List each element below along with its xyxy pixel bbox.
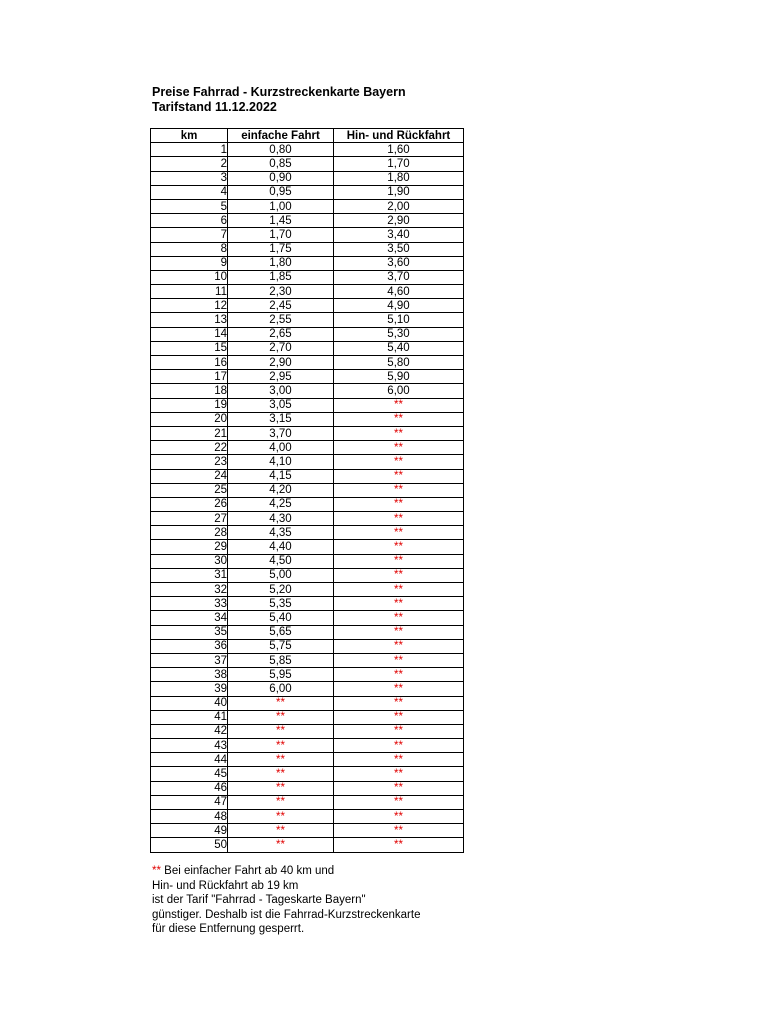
cell-return-price: 1,70 [334, 157, 464, 171]
cell-return-price: ** [334, 512, 464, 526]
cell-single-price: 5,85 [228, 653, 334, 667]
cell-single-price: 2,70 [228, 341, 334, 355]
cell-return-price: 6,00 [334, 384, 464, 398]
table-row [151, 554, 464, 568]
cell-return-price: 5,90 [334, 370, 464, 384]
cell-return-price: 1,80 [334, 171, 464, 185]
cell-km: 1 [151, 143, 228, 157]
cell-single-price: 1,75 [228, 242, 334, 256]
cell-single-price: 1,70 [228, 228, 334, 242]
cell-return-price: ** [334, 724, 464, 738]
table-row [151, 668, 464, 682]
cell-single-price: ** [228, 767, 334, 781]
cell-return-price: ** [334, 753, 464, 767]
cell-km: 30 [151, 554, 228, 568]
cell-km: 36 [151, 639, 228, 653]
table-row [151, 299, 464, 313]
cell-single-price: 5,65 [228, 625, 334, 639]
cell-km: 19 [151, 398, 228, 412]
table-row [151, 370, 464, 384]
cell-km: 4 [151, 185, 228, 199]
table-row [151, 583, 464, 597]
cell-single-price: ** [228, 781, 334, 795]
cell-single-price: ** [228, 753, 334, 767]
table-row [151, 540, 464, 554]
cell-km: 46 [151, 781, 228, 795]
cell-single-price: 0,95 [228, 185, 334, 199]
cell-single-price: 1,45 [228, 214, 334, 228]
price-table-body [151, 143, 464, 852]
table-row [151, 753, 464, 767]
table-row [151, 256, 464, 270]
footnote-line: ist der Tarif "Fahrrad - Tageskarte Bayern" [152, 894, 366, 906]
price-table [150, 128, 464, 853]
cell-return-price: 3,50 [334, 242, 464, 256]
table-row [151, 455, 464, 469]
cell-return-price: ** [334, 469, 464, 483]
cell-km: 13 [151, 313, 228, 327]
cell-single-price: 6,00 [228, 682, 334, 696]
cell-single-price: 1,85 [228, 270, 334, 284]
cell-km: 5 [151, 199, 228, 213]
cell-km: 26 [151, 497, 228, 511]
footnote-line [152, 864, 420, 879]
table-row [151, 313, 464, 327]
cell-single-price: 3,00 [228, 384, 334, 398]
cell-km: 42 [151, 724, 228, 738]
cell-return-price: ** [334, 568, 464, 582]
table-row [151, 810, 464, 824]
cell-return-price: ** [334, 611, 464, 625]
table-row [151, 270, 464, 284]
cell-return-price: ** [334, 426, 464, 440]
table-row [151, 653, 464, 667]
header-km: km [151, 129, 228, 143]
table-row [151, 356, 464, 370]
table-row [151, 199, 464, 213]
cell-km: 24 [151, 469, 228, 483]
cell-single-price: 4,20 [228, 483, 334, 497]
cell-return-price: ** [334, 668, 464, 682]
cell-km: 23 [151, 455, 228, 469]
cell-single-price: ** [228, 838, 334, 852]
cell-km: 47 [151, 795, 228, 809]
cell-km: 32 [151, 583, 228, 597]
table-row [151, 781, 464, 795]
cell-single-price: 2,65 [228, 327, 334, 341]
table-row [151, 185, 464, 199]
table-row [151, 341, 464, 355]
cell-km: 28 [151, 526, 228, 540]
table-row [151, 696, 464, 710]
cell-return-price: ** [334, 497, 464, 511]
cell-km: 11 [151, 285, 228, 299]
table-row [151, 597, 464, 611]
header-return-trip: Hin- und Rückfahrt [334, 129, 464, 143]
cell-single-price: ** [228, 795, 334, 809]
cell-km: 49 [151, 824, 228, 838]
cell-km: 44 [151, 753, 228, 767]
cell-return-price: 5,10 [334, 313, 464, 327]
cell-single-price: ** [228, 824, 334, 838]
cell-single-price: 4,50 [228, 554, 334, 568]
cell-return-price: 2,00 [334, 199, 464, 213]
cell-single-price: 4,35 [228, 526, 334, 540]
cell-km: 43 [151, 739, 228, 753]
cell-return-price: 4,60 [334, 285, 464, 299]
cell-km: 9 [151, 256, 228, 270]
cell-km: 27 [151, 512, 228, 526]
table-row [151, 426, 464, 440]
table-row [151, 824, 464, 838]
footnote-line: für diese Entfernung gesperrt. [152, 923, 305, 935]
table-row [151, 469, 464, 483]
cell-return-price: ** [334, 583, 464, 597]
cell-km: 41 [151, 710, 228, 724]
cell-return-price: ** [334, 625, 464, 639]
cell-single-price: 0,90 [228, 171, 334, 185]
title-line: Preise Fahrrad - Kurzstreckenkarte Bayern [152, 85, 406, 99]
cell-return-price: 1,60 [334, 143, 464, 157]
cell-km: 22 [151, 441, 228, 455]
footnote-line: Hin- und Rückfahrt ab 19 km [152, 879, 299, 892]
cell-single-price: 3,05 [228, 398, 334, 412]
cell-return-price: 2,90 [334, 214, 464, 228]
cell-km: 35 [151, 625, 228, 639]
cell-return-price: ** [334, 781, 464, 795]
cell-return-price: ** [334, 597, 464, 611]
cell-return-price: ** [334, 639, 464, 653]
cell-return-price: ** [334, 739, 464, 753]
table-row [151, 710, 464, 724]
table-row [151, 639, 464, 653]
cell-single-price: 5,75 [228, 639, 334, 653]
cell-return-price: ** [334, 526, 464, 540]
table-row [151, 398, 464, 412]
cell-single-price: 5,35 [228, 597, 334, 611]
cell-single-price: 1,00 [228, 199, 334, 213]
table-row [151, 327, 464, 341]
cell-km: 12 [151, 299, 228, 313]
cell-single-price: 2,90 [228, 356, 334, 370]
table-row [151, 412, 464, 426]
cell-single-price: ** [228, 739, 334, 753]
cell-single-price: ** [228, 710, 334, 724]
cell-single-price: 3,70 [228, 426, 334, 440]
cell-return-price: ** [334, 767, 464, 781]
cell-return-price: ** [334, 455, 464, 469]
table-row [151, 724, 464, 738]
cell-return-price: 5,40 [334, 341, 464, 355]
cell-return-price: 5,80 [334, 356, 464, 370]
cell-return-price: ** [334, 710, 464, 724]
cell-km: 50 [151, 838, 228, 852]
table-row [151, 682, 464, 696]
cell-km: 16 [151, 356, 228, 370]
table-row [151, 568, 464, 582]
cell-km: 6 [151, 214, 228, 228]
cell-single-price: 2,95 [228, 370, 334, 384]
cell-km: 25 [151, 483, 228, 497]
cell-km: 45 [151, 767, 228, 781]
header-single-trip: einfache Fahrt [228, 129, 334, 143]
cell-single-price: ** [228, 696, 334, 710]
table-row [151, 157, 464, 171]
table-row [151, 483, 464, 497]
table-row [151, 441, 464, 455]
cell-return-price: ** [334, 682, 464, 696]
cell-return-price: 4,90 [334, 299, 464, 313]
cell-km: 20 [151, 412, 228, 426]
cell-single-price: 4,30 [228, 512, 334, 526]
table-row [151, 143, 464, 157]
table-row [151, 512, 464, 526]
table-row [151, 285, 464, 299]
table-row [151, 497, 464, 511]
table-row [151, 526, 464, 540]
cell-single-price: 4,25 [228, 497, 334, 511]
cell-single-price: 4,15 [228, 469, 334, 483]
cell-return-price: ** [334, 412, 464, 426]
cell-km: 31 [151, 568, 228, 582]
cell-single-price: 2,55 [228, 313, 334, 327]
cell-single-price: 4,40 [228, 540, 334, 554]
cell-km: 10 [151, 270, 228, 284]
cell-single-price: 5,00 [228, 568, 334, 582]
table-row [151, 228, 464, 242]
cell-single-price: 1,80 [228, 256, 334, 270]
cell-return-price: 3,40 [334, 228, 464, 242]
cell-return-price: 5,30 [334, 327, 464, 341]
cell-km: 8 [151, 242, 228, 256]
cell-km: 37 [151, 653, 228, 667]
cell-return-price: 1,90 [334, 185, 464, 199]
cell-single-price: 3,15 [228, 412, 334, 426]
cell-km: 29 [151, 540, 228, 554]
cell-single-price: 4,00 [228, 441, 334, 455]
cell-return-price: ** [334, 653, 464, 667]
cell-km: 15 [151, 341, 228, 355]
table-row [151, 242, 464, 256]
cell-km: 2 [151, 157, 228, 171]
cell-km: 3 [151, 171, 228, 185]
cell-km: 21 [151, 426, 228, 440]
table-row [151, 739, 464, 753]
table-row [151, 625, 464, 639]
cell-return-price: ** [334, 810, 464, 824]
cell-single-price: 4,10 [228, 455, 334, 469]
cell-single-price: 2,45 [228, 299, 334, 313]
cell-km: 14 [151, 327, 228, 341]
footnote-marker: ** [152, 865, 161, 877]
cell-return-price: ** [334, 838, 464, 852]
footnote-line: günstiger. Deshalb ist die Fahrrad-Kurzstreckenkarte [152, 908, 421, 921]
table-row [151, 171, 464, 185]
table-row [151, 767, 464, 781]
cell-km: 38 [151, 668, 228, 682]
cell-return-price: ** [334, 483, 464, 497]
cell-km: 7 [151, 228, 228, 242]
cell-return-price: 3,70 [334, 270, 464, 284]
footnote-text: Bei einfacher Fahrt ab 40 km und [160, 865, 335, 877]
table-row [151, 611, 464, 625]
cell-km: 40 [151, 696, 228, 710]
cell-return-price: ** [334, 696, 464, 710]
cell-return-price: 3,60 [334, 256, 464, 270]
cell-km: 48 [151, 810, 228, 824]
cell-km: 18 [151, 384, 228, 398]
document-title [152, 85, 406, 114]
cell-return-price: ** [334, 540, 464, 554]
table-row [151, 384, 464, 398]
cell-return-price: ** [334, 398, 464, 412]
cell-return-price: ** [334, 795, 464, 809]
cell-single-price: 2,30 [228, 285, 334, 299]
cell-km: 17 [151, 370, 228, 384]
cell-km: 33 [151, 597, 228, 611]
table-header-row [151, 129, 464, 143]
tariff-date: Tarifstand 11.12.2022 [152, 99, 277, 114]
cell-single-price: 5,95 [228, 668, 334, 682]
footnote [152, 864, 420, 937]
cell-single-price: 0,80 [228, 143, 334, 157]
cell-return-price: ** [334, 441, 464, 455]
cell-single-price: ** [228, 724, 334, 738]
cell-return-price: ** [334, 554, 464, 568]
cell-return-price: ** [334, 824, 464, 838]
cell-single-price: 0,85 [228, 157, 334, 171]
cell-km: 39 [151, 682, 228, 696]
table-row [151, 214, 464, 228]
table-row [151, 838, 464, 852]
cell-km: 34 [151, 611, 228, 625]
table-row [151, 795, 464, 809]
cell-single-price: 5,20 [228, 583, 334, 597]
cell-single-price: ** [228, 810, 334, 824]
cell-single-price: 5,40 [228, 611, 334, 625]
